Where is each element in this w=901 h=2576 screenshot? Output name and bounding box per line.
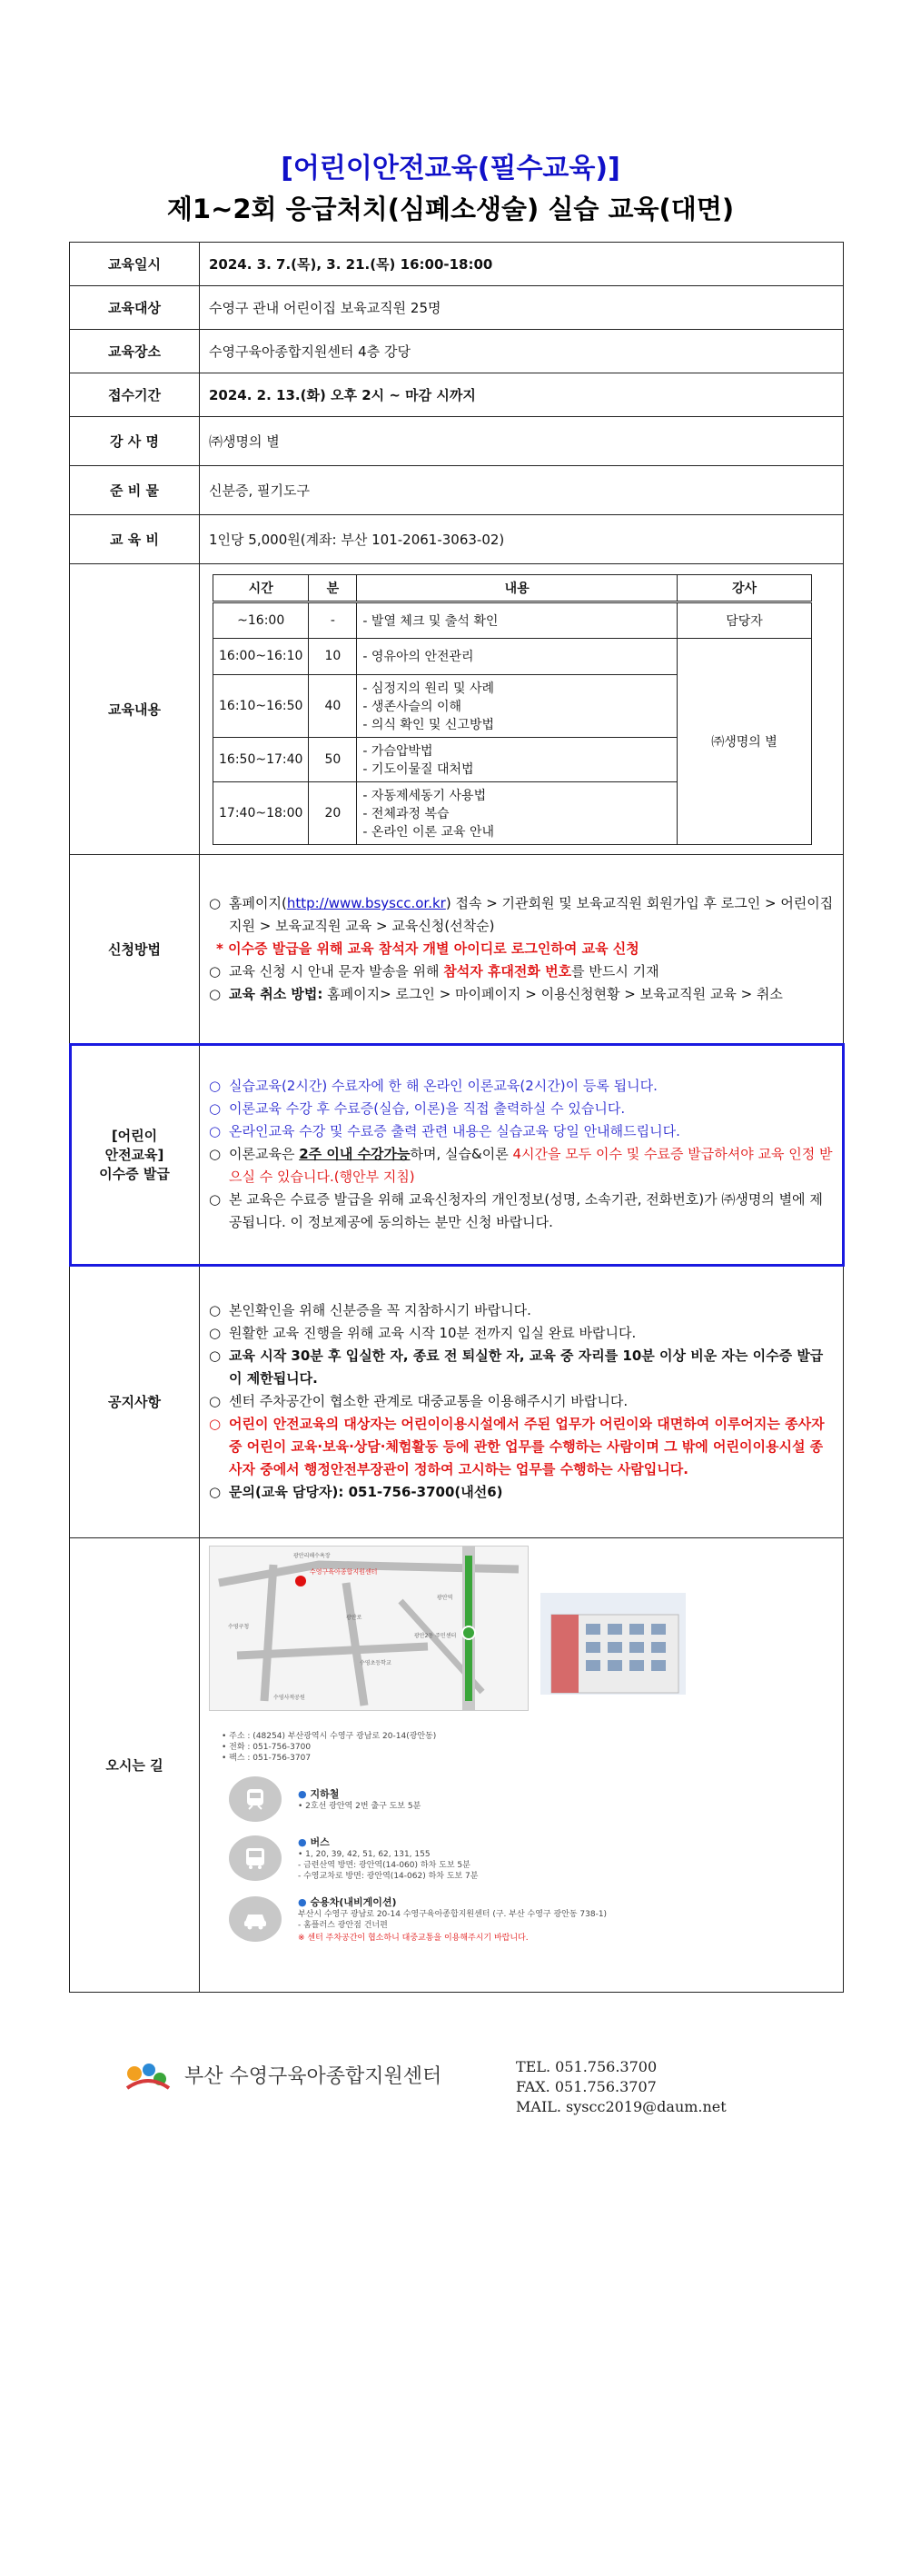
schedule-item: - 발열 체크 및 출석 확인 <box>357 602 678 638</box>
schedule-table <box>213 574 812 845</box>
value-period: 2024. 2. 13.(화) 오후 2시 ~ 마감 시까지 <box>200 373 844 417</box>
title-line-2: 제1~2회 응급처치(심폐소생술) 실습 교육(대면) <box>166 194 735 224</box>
schedule-header-content: 내용 <box>357 574 678 602</box>
bus-icon <box>229 1835 282 1881</box>
label-cert: [어린이 안전교육] 이수증 발급 <box>70 1044 200 1266</box>
car-info: 부산시 수영구 광남로 20-14 수영구육아종합지원센터 (구. 부산 수영구 광안동 738-1) <box>298 1910 608 1919</box>
car-icon <box>229 1896 282 1942</box>
schedule-header <box>213 574 812 602</box>
title-line-1: [어린이안전교육(필수교육)] <box>281 153 620 184</box>
row-cert <box>70 1044 844 1266</box>
bus-info: • 1, 20, 39, 42, 51, 62, 131, 155 <box>298 1850 431 1859</box>
map-label: 광안리해수욕장 <box>293 1553 331 1559</box>
schedule-item: - 영유아의 안전관리 <box>357 638 678 674</box>
footer-fax: FAX. 051.756.3707 <box>516 2078 657 2095</box>
label-instructor: 강 사 명 <box>70 417 200 466</box>
apply-bullet-2: ○ 교육 신청 시 안내 문자 발송을 위해 참석자 휴대전화 번호를 반드시 기재 <box>209 963 659 980</box>
label-period: 접수기간 <box>70 373 200 417</box>
subway-info: • 2호선 광안역 2번 출구 도보 5분 <box>298 1802 421 1811</box>
homepage-link[interactable]: http://www.bsyscc.or.kr <box>286 895 446 911</box>
schedule-header-min: 분 <box>309 574 357 602</box>
schedule-min: 40 <box>309 674 357 737</box>
footer-org: 부산 수영구육아종합지원센터 <box>124 2061 441 2094</box>
label-prep: 준 비 물 <box>70 466 200 515</box>
label-target: 교육대상 <box>70 286 200 330</box>
notice-bullet-5: ○ 어린이 안전교육의 대상자는 어린이이용시설에서 주된 업무가 어린이와 대면하여 이루어지는 종사자 중 어린이 교육·보육·상담·체험활동 등에 관한 업무를 수행하는 사람이며 그 밖에 어린이이용시설 종사자 중에서 행정안전부장관이 정하여 고시하는 업무를 수행하는 사람입니다. <box>209 1416 825 1477</box>
schedule-instructor: 담당자 <box>678 602 812 638</box>
schedule-item: - 기도이물질 대처법 <box>362 761 474 777</box>
value-fee: 1인당 5,000원(계좌: 부산 101-2061-3063-02) <box>200 515 844 564</box>
value-target: 수영구 관내 어린이집 보육교직원 25명 <box>200 286 844 330</box>
value-place: 수영구육아종합지원센터 4층 강당 <box>200 330 844 373</box>
schedule-min: 10 <box>309 638 357 674</box>
schedule-item: - 전체과정 복습 <box>362 806 450 821</box>
row-content <box>70 564 844 855</box>
cert-bullet-1: ○ 실습교육(2시간) 수료자에 한 해 온라인 이론교육(2시간)이 등록 됩니다. <box>209 1078 658 1094</box>
transport-bus: ● 버스 • 1, 20, 39, 42, 51, 62, 131, 155 - 금련산역 방면: 광안역(14-060) 하차 도보 5분 - 수영교차로 방면: 광안역(14-062) 하차 도보 7분 <box>229 1835 834 1882</box>
schedule-time: 16:50~17:40 <box>213 737 309 781</box>
cert-bullet-2: ○ 이론교육 수강 후 수료증(실습, 이론)을 직접 출력하실 수 있습니다. <box>209 1100 626 1117</box>
apply-bullet-1: ○ 홈페이지(http://www.bsyscc.or.kr) 접속 > 기관회원 및 보육교직원 회원가입 후 로그인 > 어린이집지원 > 보육교직원 교육 > 교육신청(선착순) <box>209 895 834 934</box>
bus-info: - 금련산역 방면: 광안역(14-060) 하차 도보 5분 <box>298 1861 470 1870</box>
schedule-row <box>213 602 812 638</box>
schedule-instructor-shared: ㈜생명의 별 <box>678 638 812 844</box>
notice-bullet-2: ○ 원활한 교육 진행을 위해 교육 시작 10분 전까지 입실 완료 바랍니다. <box>209 1325 637 1341</box>
schedule-header-time: 시간 <box>213 574 309 602</box>
schedule-row <box>213 638 812 674</box>
label-fee: 교 육 비 <box>70 515 200 564</box>
car-parking-note: ※ 센터 주차공간이 협소하니 대중교통을 이용해주시기 바랍니다. <box>298 1934 529 1943</box>
bus-info: - 수영교차로 방면: 광안역(14-062) 하차 도보 7분 <box>298 1872 479 1881</box>
schedule-header-instructor: 강사 <box>678 574 812 602</box>
schedule-min: - <box>309 602 357 638</box>
schedule-item: - 심정지의 원리 및 사례 <box>362 681 494 696</box>
car-title: 승용차(내비게이션) <box>310 1896 397 1908</box>
notice-bullet-3: ○ 교육 시작 30분 후 입실한 자, 종료 전 퇴실한 자, 교육 중 자리를 10분 이상 비운 자는 이수증 발급이 제한됩니다. <box>209 1348 824 1387</box>
row-notice <box>70 1266 844 1538</box>
map-label: 광안로 <box>346 1615 362 1621</box>
cert-bullet-5: ○ 본 교육은 수료증 발급을 위해 교육신청자의 개인정보(성명, 소속기관, 전화번호)가 ㈜생명의 별에 제공됩니다. 이 정보제공에 동의하는 분만 신청 바랍니다. <box>209 1191 823 1230</box>
schedule-item: - 의식 확인 및 신고방법 <box>362 717 494 732</box>
schedule-time: 17:40~18:00 <box>213 781 309 844</box>
row-fee <box>70 515 844 564</box>
map-drawing <box>209 1546 529 1711</box>
label-place: 교육장소 <box>70 330 200 373</box>
value-instructor: ㈜생명의 별 <box>200 417 844 466</box>
cert-bullet-3: ○ 온라인교육 수강 및 수료증 출력 관련 내용은 실습교육 당일 안내해드립니다. <box>209 1123 680 1139</box>
notice-bullet-4: ○ 센터 주차공간이 협소한 관계로 대중교통을 이용해주시기 바랍니다. <box>209 1393 629 1409</box>
transport-car: ● 승용차(내비게이션) 부산시 수영구 광남로 20-14 수영구육아종합지원센터 (구. 부산 수영구 광안동 738-1) - 홈플러스 광안점 건너편 ※ 센터 주차공간이 협소하니 대중교통을 이용해주시기 바랍니다. <box>229 1895 834 1943</box>
footer-mail: MAIL. syscc2019@daum.net <box>516 2098 727 2115</box>
schedule-time: 16:00~16:10 <box>213 638 309 674</box>
schedule-min: 50 <box>309 737 357 781</box>
map-label: 광안역 <box>437 1595 453 1601</box>
label-notice: 공지사항 <box>70 1266 200 1538</box>
map-label: 광안2동 주민센터 <box>414 1633 457 1639</box>
row-instructor <box>70 417 844 466</box>
row-place <box>70 330 844 373</box>
footer-contact <box>516 2057 727 2117</box>
row-period <box>70 373 844 417</box>
row-date <box>70 243 844 286</box>
row-apply <box>70 855 844 1044</box>
value-prep: 신분증, 필기도구 <box>200 466 844 515</box>
footer-tel: TEL. 051.756.3700 <box>516 2058 658 2075</box>
label-directions: 오시는 길 <box>70 1538 200 1993</box>
schedule-time: ~16:00 <box>213 602 309 638</box>
transport-subway: ● 지하철 • 2호선 광안역 2번 출구 도보 5분 <box>229 1776 834 1822</box>
label-date: 교육일시 <box>70 243 200 286</box>
notice-bullet-1: ○ 본인확인을 위해 신분증을 꼭 지참하시기 바랍니다. <box>209 1302 531 1318</box>
map-label: 수영구청 <box>228 1624 250 1630</box>
schedule-time: 16:10~16:50 <box>213 674 309 737</box>
schedule-item: - 온라인 이론 교육 안내 <box>362 824 494 840</box>
subway-title: 지하철 <box>310 1788 340 1800</box>
value-date: 2024. 3. 7.(목), 3. 21.(목) 16:00-18:00 <box>200 243 844 286</box>
subway-icon <box>229 1776 282 1822</box>
label-content: 교육내용 <box>70 564 200 855</box>
row-directions <box>70 1538 844 1993</box>
notice-bullet-6: ○ 문의(교육 담당자): 051-756-3700(내선6) <box>209 1484 503 1500</box>
map-label: 수영사적공원 <box>273 1695 305 1701</box>
info-table <box>69 242 844 1993</box>
label-apply: 신청방법 <box>70 855 200 1044</box>
map-label: 수영구육아종합지원센터 <box>310 1568 378 1576</box>
center-logo-icon <box>124 2061 173 2094</box>
cert-bullet-4: ○ 이론교육은 2주 이내 수강가능하며, 실습&이론 4시간을 모두 이수 및 수료증 발급하셔야 교육 인정 받으실 수 있습니다.(행안부 지침) <box>209 1146 833 1185</box>
apply-note: * 이수증 발급을 위해 교육 참석자 개별 아이디로 로그인하여 교육 신청 <box>216 940 639 957</box>
row-target <box>70 286 844 330</box>
row-prep <box>70 466 844 515</box>
location-map <box>209 1546 758 1720</box>
schedule-item: - 생존사슬의 이해 <box>362 699 462 714</box>
apply-bullet-3: ○ 교육 취소 방법: 홈페이지> 로그인 > 마이페이지 > 이용신청현황 > 보육교직원 교육 > 취소 <box>209 986 783 1002</box>
car-info: - 홈플러스 광안점 건너편 <box>298 1921 388 1930</box>
schedule-item: - 자동제세동기 사용법 <box>362 788 487 803</box>
map-label: 수영초등학교 <box>360 1660 391 1666</box>
schedule-item: - 가슴압박법 <box>362 743 433 759</box>
schedule-min: 20 <box>309 781 357 844</box>
bus-title: 버스 <box>310 1836 330 1848</box>
address-block: • 주소 : (48254) 부산광역시 수영구 광남로 20-14(광안동) • 전화 : 051-756-3700 • 팩스 : 051-756-3707 <box>222 1732 437 1763</box>
